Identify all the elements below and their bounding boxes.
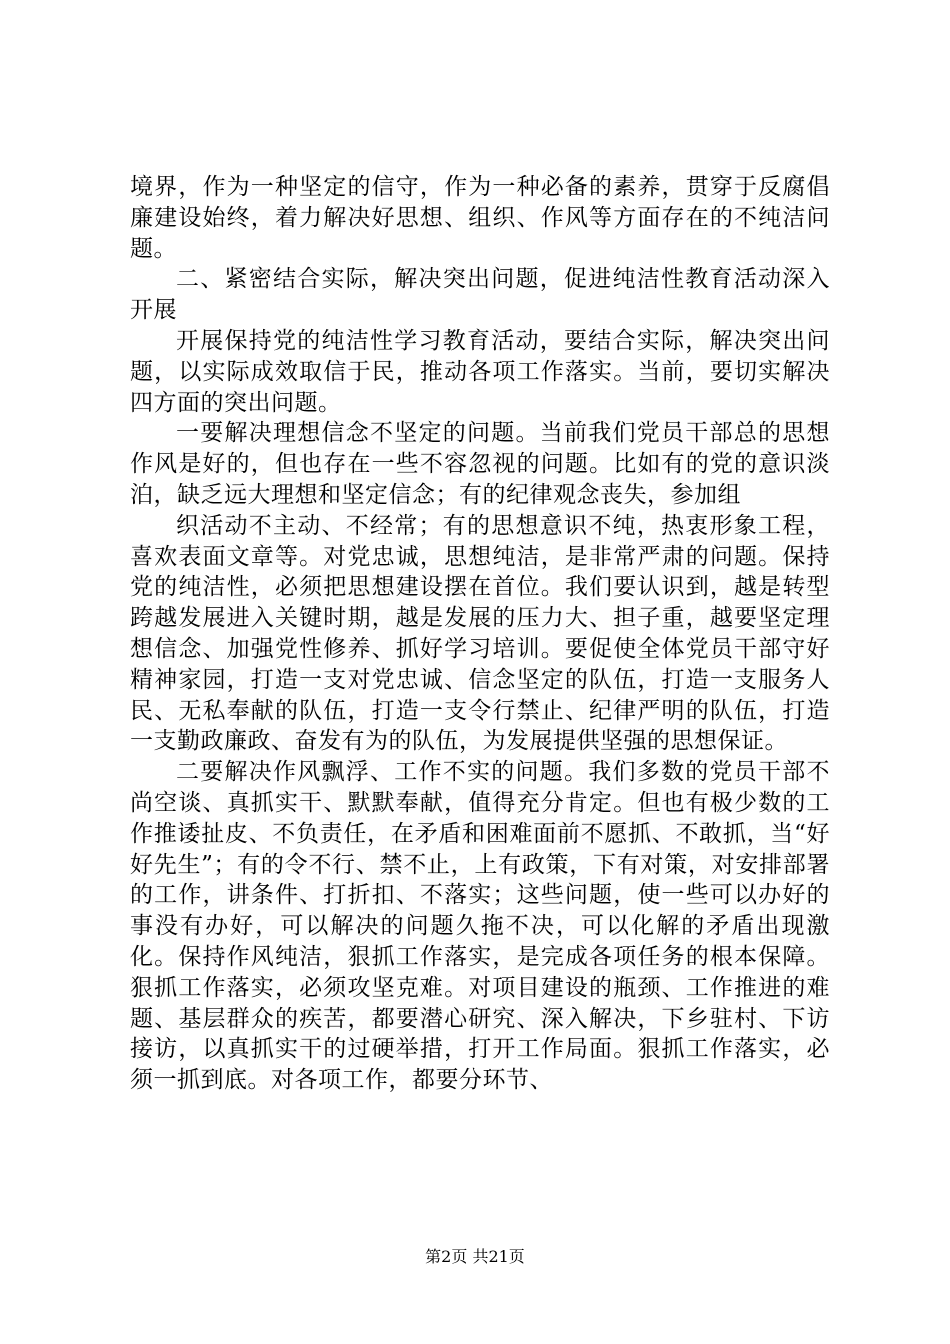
page-footer: 第2页 共21页 <box>425 1247 525 1266</box>
paragraph-3: 开展保持党的纯洁性学习教育活动，要结合实际，解决突出问题，以实际成效取信于民，推动各项工作落实。当前，要切实解决四方面的突出问题。 <box>130 327 830 416</box>
paragraph-5: 织活动不主动、不经常；有的思想意识不纯，热衷形象工程，喜欢表面文章等。对党忠诚，思想纯洁，是非常严肃的问题。保持党的纯洁性，必须把思想建设摆在首位。我们要认识到，越是转型跨越发展进入关键时期，越是发展的压力大、担子重，越要坚定理想信念、加强党性修养、抓好学习培训。要促使全体党员干部守好精神家园，打造一支对党忠诚、信念坚定的队伍，打造一支服务人民、无私奉献的队伍，打造一支令行禁止、纪律严明的队伍，打造一支勤政廉政、奋发有为的队伍，为发展提供坚强的思想保证。 <box>130 512 830 755</box>
paragraph-6: 二要解决作风飘浮、工作不实的问题。我们多数的党员干部不尚空谈、真抓实干、默默奉献，值得充分肯定。但也有极少数的工作推诿扯皮、不负责任，在矛盾和困难面前不愿抓、不敢抓，当“好好先生”；有的令不行、禁不止，上有政策，下有对策，对安排部署的工作，讲条件、打折扣、不落实；这些问题，使一些可以办好的事没有办好，可以解决的问题久拖不决，可以化解的矛盾出现激化。保持作风纯洁，狠抓工作落实，是完成各项任务的根本保障。狠抓工作落实，必须攻坚克难。对项目建设的瓶颈、工作推进的难题、基层群众的疾苦，都要潜心研究、深入解决，下乡驻村、下访接访，以真抓实干的过硬举措，打开工作局面。狠抓工作落实，必须一抓到底。对各项工作，都要分环节、 <box>130 759 830 1094</box>
paragraph-1: 境界，作为一种坚定的信守，作为一种必备的素养，贯穿于反腐倡廉建设始终，着力解决好思想、组织、作风等方面存在的不纯洁问题。 <box>130 174 830 262</box>
paragraph-2-heading: 二、紧密结合实际，解决突出问题，促进纯洁性教育活动深入开展 <box>130 266 830 324</box>
document-body <box>130 172 830 1096</box>
paragraph-4: 一要解决理想信念不坚定的问题。当前我们党员干部总的思想作风是好的，但也存在一些不容忽视的问题。比如有的党的意识淡泊，缺乏远大理想和坚定信念；有的纪律观念丧失，参加组 <box>130 420 830 508</box>
